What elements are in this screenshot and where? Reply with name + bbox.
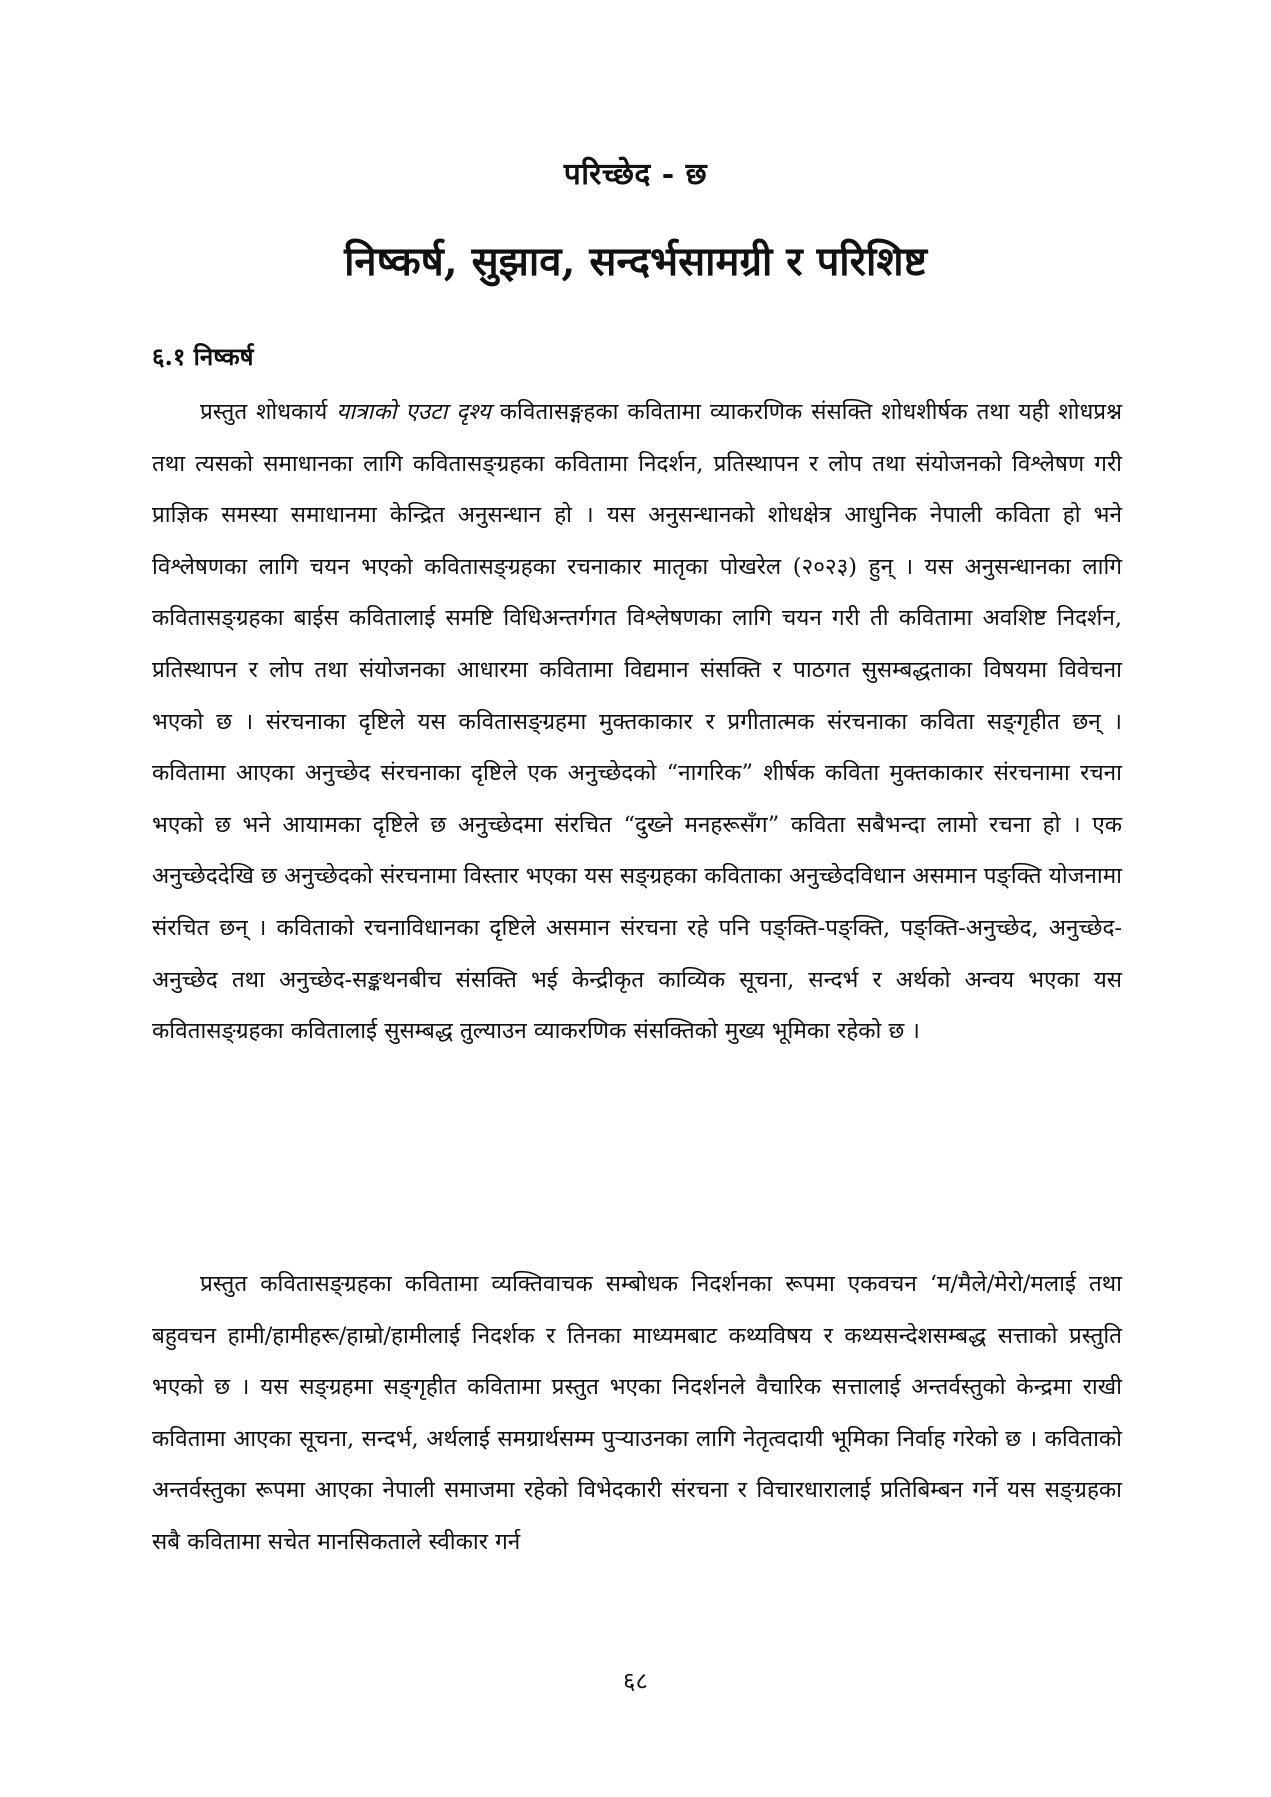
page-number: ६८ [623,1667,648,1695]
paragraph-1-body-text: कवितासङ्गहका कवितामा व्याकरणिक संसक्ति शोधशीर्षक तथा यही शोधप्रश्न तथा त्यसको समाधानका लागि कवितासङ्ग्रहका कवितामा निदर्शन, प्रतिस्थापन र लोप तथा संयोजनको विश्लेषण गरी प्राज्ञिक समस्या समाधानमा केन्द्रित अनुसन्धान हो । यस अनुसन्धानको शोधक्षेत्र आधुनिक नेपाली कविता हो भने विश्लेषणका लागि चयन भएको कवितासङ्ग्रहका रचनाकार मातृका पोखरेल (२०२३) हुन् । यस अनुसन्धानका लागि कवितासङ्ग्रहका बाईस कवितालाई समष्टि विधिअन्तर्गगत विश्लेषणका लागि चयन गरी ती कवितामा अवशिष्ट निदर्शन, प्रतिस्थापन र लोप तथा संयोजनका आधारमा कवितामा विद्यमान संसक्ति र पाठगत सुसम्बद्धताका विषयमा विवेचना भएको छ । संरचनाका दृष्टिले यस कवितासङ्ग्रहमा मुक्तकाकार र प्रगीतात्मक संरचनाका कविता सङ्गृहीत छन् । कवितामा आएका अनुच्छेद संरचनाका दृष्टिले एक अनुच्छेदको “नागरिक” शीर्षक कविता मुक्तकाकार संरचनामा रचना भएको छ भने आयामका दृष्टिले छ अनुच्छेदमा संरचित “दुख्ने मनहरूसँग” कविता सबैभन्दा लामो रचना हो । एक अनुच्छेददेखि छ अनुच्छेदको संरचनामा विस्तार भएका यस सङ्ग्रहका कविताका अनुच्छेदविधान असमान पङ्क्ति योजनामा संरचित छन् । कविताको रचनाविधानका दृष्टिले असमान संरचना रहे पनि पङ्क्ति-पङ्क्ति, पङ्क्ति-अनुच्छेद, अनुच्छेद-अनुच्छेद तथा अनुच्छेद-सङ्कथनबीच संसक्ति भई केन्द्रीकृत काव्यिक सूचना, सन्दर्भ र अर्थको अन्वय भएका यस कवितासङ्ग्रहका कवितालाई सुसम्बद्ध तुल्याउन व्याकरणिक संसक्तिको मुख्य भूमिका रहेको छ । [152,399,1122,1045]
poetry-collection-title: यात्राको एउटा दृश्य [336,399,491,425]
chapter-title: निष्कर्ष, सुझाव, सन्दर्भसामग्री र परिशिष्ट [344,238,927,285]
chapter-label: परिच्छेद - छ [563,157,708,192]
body-paragraph-2: प्रस्तुत कवितासङ्ग्रहका कवितामा व्यक्तिवाचक सम्बोधक निदर्शनका रूपमा एकवचन ‘म/मैले/मेरो/मलाई तथा बहुवचन हामी/हामीहरू/हाम्रो/हामीलाई निदर्शक र तिनका माध्यमबाट कथ्यविषय र कथ्यसन्देशसम्बद्ध सत्ताको प्रस्तुति भएको छ । यस सङ्ग्रहमा सङ्गृहीत कवितामा प्रस्तुत भएका निदर्शनले वैचारिक सत्तालाई अन्तर्वस्तुको केन्द्रमा राखी कवितामा आएका सूचना, सन्दर्भ, अर्थलाई समग्रार्थसम्म पुऱ्याउनका लागि नेतृत्वदायी भूमिका निर्वाह गरेको छ । कविताको अन्तर्वस्तुका रूपमा आएका नेपाली समाजमा रहेको विभेदकारी संरचना र विचारधारालाई प्रतिबिम्बन गर्ने यस सङ्ग्रहका सबै कवितामा सचेत मानसिकताले स्वीकार गर्न [152,1271,1122,1555]
paragraph-1-lead-text: प्रस्तुत शोधकार्य [200,399,337,425]
body-paragraph-1 [152,387,1122,1058]
section-heading: ६.१ निष्कर्ष [152,342,254,371]
